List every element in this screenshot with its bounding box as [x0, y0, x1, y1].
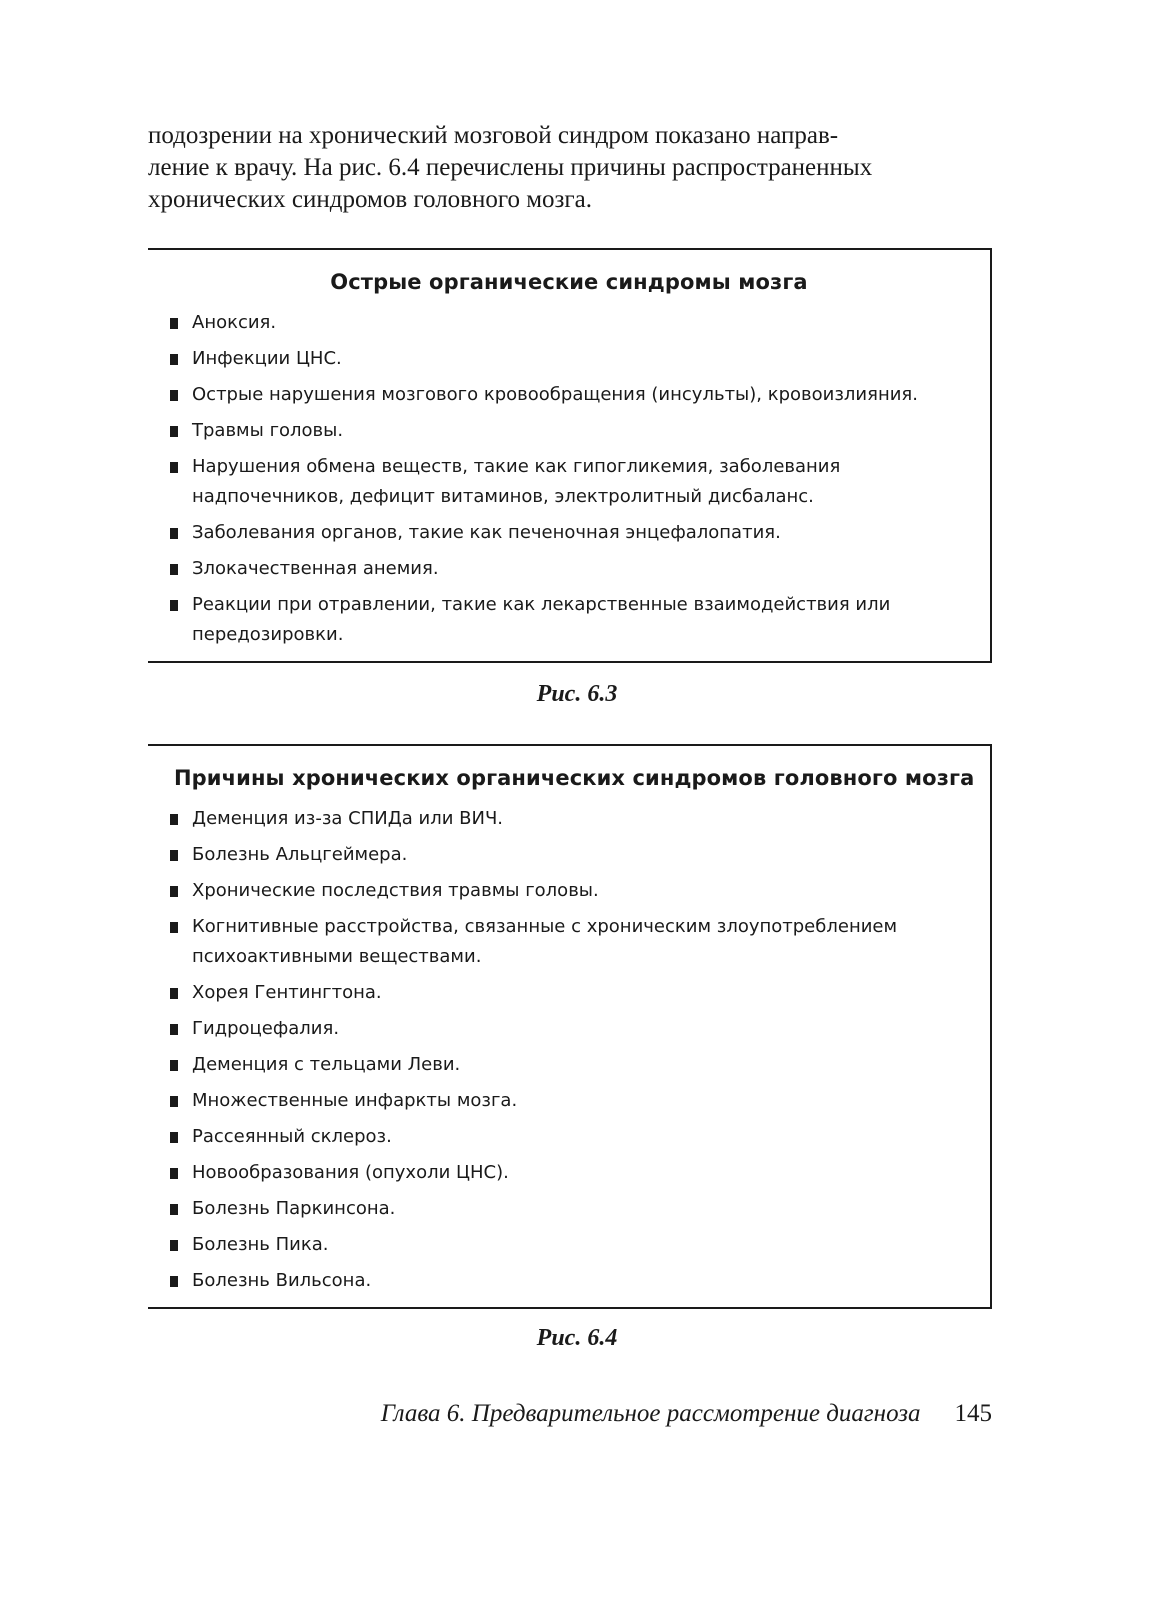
- list-item-text: Реакции при отравлении, такие как лекарственные взаимодействия или: [192, 594, 891, 615]
- square-bullet-icon: [170, 318, 178, 329]
- square-bullet-icon: [170, 850, 178, 861]
- list-item-text: Хорея Гентингтона.: [192, 982, 382, 1003]
- page-number: 145: [954, 1400, 992, 1427]
- list-item-text: Травмы головы.: [192, 420, 344, 441]
- figure-6-4-caption: Рис. 6.4: [536, 1325, 618, 1351]
- list-item: [168, 1122, 980, 1152]
- list-item-text: психоактивными веществами.: [192, 946, 482, 967]
- figure-6-3-caption: Рис. 6.3: [536, 681, 618, 707]
- list-item: [168, 1266, 980, 1296]
- square-bullet-icon: [170, 1204, 178, 1215]
- figure-6-3-list: [168, 308, 980, 656]
- square-bullet-icon: [170, 564, 178, 575]
- list-item-text: Заболевания органов, такие как печеночная энцефалопатия.: [192, 522, 781, 543]
- square-bullet-icon: [170, 1132, 178, 1143]
- square-bullet-icon: [170, 462, 178, 473]
- list-item: [168, 308, 980, 338]
- intro-line: подозрении на хронический мозговой синдром показано направ-: [148, 122, 839, 149]
- square-bullet-icon: [170, 390, 178, 401]
- list-item: [168, 1230, 980, 1260]
- list-item: [168, 416, 980, 446]
- list-item-text: Деменция из-за СПИДа или ВИЧ.: [192, 808, 504, 829]
- list-item-text: Деменция с тельцами Леви.: [192, 1054, 461, 1075]
- square-bullet-icon: [170, 1096, 178, 1107]
- list-item: [168, 1194, 980, 1224]
- square-bullet-icon: [170, 528, 178, 539]
- list-item: [168, 518, 980, 548]
- square-bullet-icon: [170, 1240, 178, 1251]
- square-bullet-icon: [170, 814, 178, 825]
- list-item-text: Хронические последствия травмы головы.: [192, 880, 599, 901]
- list-item: [168, 590, 980, 650]
- square-bullet-icon: [170, 1276, 178, 1287]
- square-bullet-icon: [170, 1168, 178, 1179]
- list-item-text: Болезнь Паркинсона.: [192, 1198, 396, 1219]
- square-bullet-icon: [170, 988, 178, 999]
- figure-6-3-box: [148, 248, 992, 663]
- list-item: [168, 804, 980, 834]
- intro-line: ление к врачу. На рис. 6.4 перечислены причины распространенных: [148, 154, 873, 181]
- list-item-text: Болезнь Альцгеймера.: [192, 844, 408, 865]
- list-item: [168, 876, 980, 906]
- list-item: [168, 840, 980, 870]
- list-item-text: Острые нарушения мозгового кровообращения (инсульты), кровоизлияния.: [192, 384, 918, 405]
- list-item-text: Болезнь Вильсона.: [192, 1270, 372, 1291]
- list-item-text: Новообразования (опухоли ЦНС).: [192, 1162, 509, 1183]
- list-item-text: Болезнь Пика.: [192, 1234, 329, 1255]
- square-bullet-icon: [170, 1024, 178, 1035]
- square-bullet-icon: [170, 1060, 178, 1071]
- list-item: [168, 380, 980, 410]
- square-bullet-icon: [170, 922, 178, 933]
- list-item-text: Когнитивные расстройства, связанные с хроническим злоупотреблением: [192, 916, 898, 937]
- list-item: [168, 1086, 980, 1116]
- list-item-text: Аноксия.: [192, 312, 277, 333]
- list-item: [168, 1158, 980, 1188]
- figure-6-3-title: Острые органические синдромы мозга: [330, 270, 808, 294]
- running-footer-chapter: Глава 6. Предварительное рассмотрение диагноза: [380, 1400, 921, 1427]
- list-item: [168, 1050, 980, 1080]
- intro-line: хронических синдромов головного мозга.: [148, 186, 593, 213]
- list-item-text: Рассеянный склероз.: [192, 1126, 392, 1147]
- list-item: [168, 1014, 980, 1044]
- list-item: [168, 978, 980, 1008]
- page-footer: [381, 1400, 992, 1428]
- list-item: [168, 912, 980, 972]
- list-item-text: Инфекции ЦНС.: [192, 348, 342, 369]
- list-item-text: надпочечников, дефицит витаминов, электролитный дисбаланс.: [192, 486, 814, 507]
- figure-6-4-box: [148, 744, 992, 1309]
- figure-6-4-list: [168, 804, 980, 1302]
- list-item-text: Гидроцефалия.: [192, 1018, 340, 1039]
- list-item: [168, 452, 980, 512]
- list-item-text: передозировки.: [192, 624, 344, 645]
- list-item-text: Злокачественная анемия.: [192, 558, 439, 579]
- list-item: [168, 344, 980, 374]
- list-item-text: Нарушения обмена веществ, такие как гипогликемия, заболевания: [192, 456, 841, 477]
- square-bullet-icon: [170, 426, 178, 437]
- square-bullet-icon: [170, 600, 178, 611]
- square-bullet-icon: [170, 886, 178, 897]
- square-bullet-icon: [170, 354, 178, 365]
- intro-paragraph: [148, 120, 998, 216]
- figure-6-4-title: Причины хронических органических синдромов головного мозга: [174, 766, 975, 790]
- list-item-text: Множественные инфаркты мозга.: [192, 1090, 518, 1111]
- list-item: [168, 554, 980, 584]
